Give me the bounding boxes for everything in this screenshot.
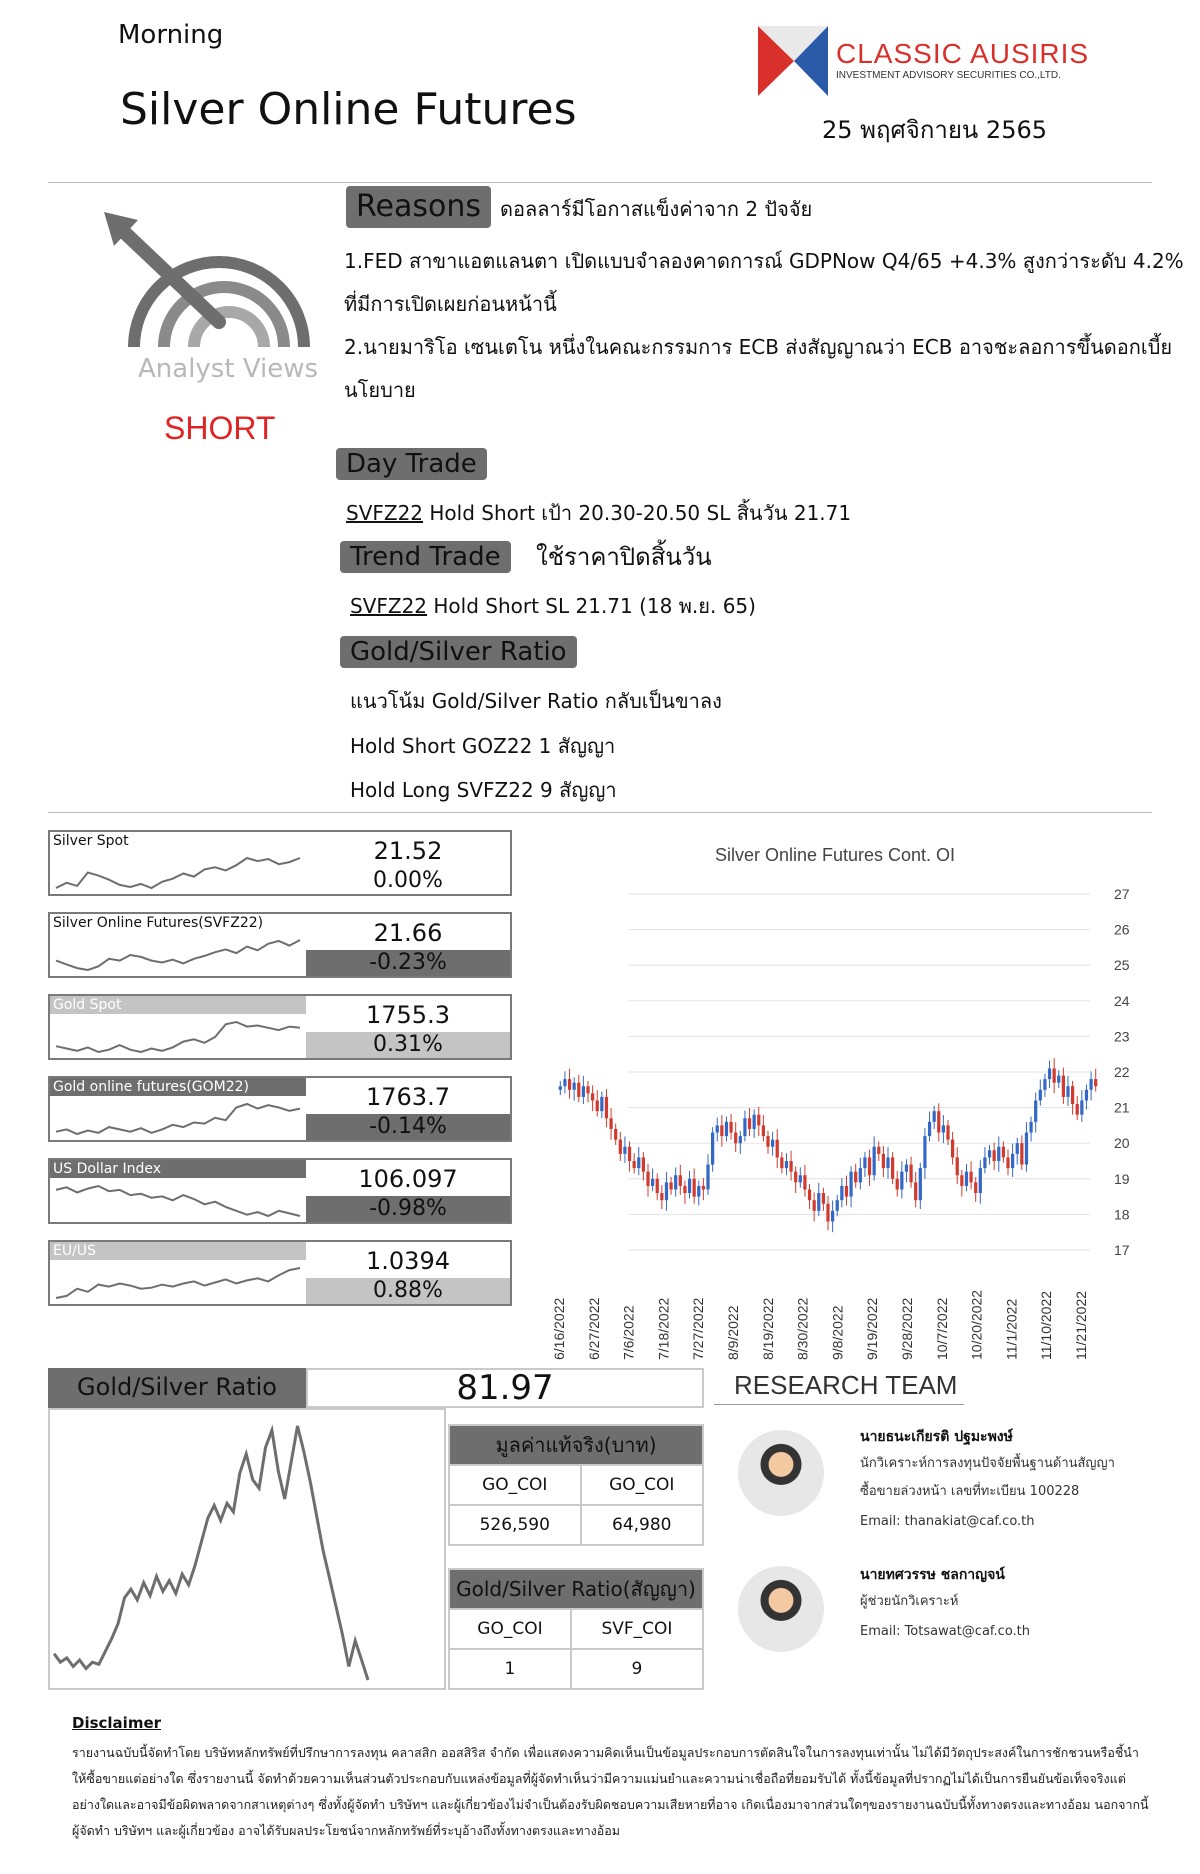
gold-silver-ratio-line-chart: [48, 1408, 446, 1690]
analyst-1-role: นักวิเคราะห์การลงทุนปัจจัยพื้นฐานด้านสัญญา: [860, 1456, 1115, 1471]
stance-label: SHORT: [164, 410, 276, 446]
x-tick-label: 10/20/2022: [968, 1289, 985, 1360]
analyst-2-name: นายทศวรรษ ชลกาญจน์: [860, 1567, 1005, 1583]
quote-name: Silver Online Futures(SVFZ22): [53, 915, 264, 931]
ratio-table-cell: 9: [571, 1649, 703, 1689]
candle-body: [586, 1086, 589, 1093]
candle-body: [716, 1125, 719, 1132]
candle-body: [1016, 1143, 1019, 1154]
candle-body: [1057, 1076, 1060, 1083]
candle-body: [859, 1168, 862, 1182]
y-tick-label: 25: [1114, 957, 1130, 974]
value-table-header: GO_COI: [449, 1465, 581, 1505]
candle-body: [1002, 1147, 1005, 1158]
y-tick-label: 23: [1114, 1028, 1130, 1045]
candle-body: [900, 1172, 903, 1190]
candle-body: [734, 1133, 737, 1144]
quote-change: -0.23%: [306, 950, 510, 976]
candle-body: [813, 1200, 816, 1211]
candle-body: [845, 1186, 848, 1197]
candle-body: [896, 1179, 899, 1190]
ratio-table-title: Gold/Silver Ratio(สัญญา): [449, 1569, 703, 1609]
header-divider: [48, 182, 1152, 183]
report-date: 25 พฤศจิกายน 2565: [822, 116, 1047, 144]
sparkline-path: [56, 1268, 300, 1298]
candle-body: [993, 1150, 996, 1161]
company-tagline: INVESTMENT ADVISORY SECURITIES CO.,LTD.: [836, 70, 1061, 81]
quote-change: -0.14%: [306, 1114, 510, 1140]
reason-2-line-1: 2.นายมาริโอ เซนเตโน หนึ่งในคณะกรรมการ ECB ส่งสัญญาณว่า ECB อาจชะลอการขึ้นดอกเบี้ย: [344, 335, 1173, 359]
target-dart-icon: [94, 212, 314, 352]
quote-sparkline: [54, 1098, 304, 1138]
company-name: CLASSIC AUSIRIS: [836, 38, 1090, 69]
candle-body: [1053, 1068, 1056, 1082]
candle-body: [1089, 1079, 1092, 1090]
trend-trade-symbol[interactable]: SVFZ22: [350, 594, 428, 618]
candle-body: [923, 1136, 926, 1168]
sparkline-path: [56, 1104, 300, 1134]
trend-trade-heading: Trend Trade: [340, 541, 511, 573]
candle-body: [609, 1118, 612, 1129]
y-tick-label: 22: [1114, 1064, 1130, 1080]
candle-body: [651, 1179, 654, 1186]
candle-body: [882, 1154, 885, 1168]
candle-body: [854, 1172, 857, 1183]
candle-body: [909, 1165, 912, 1183]
quote-sparkline: [54, 1016, 304, 1056]
quote-tile: [48, 994, 512, 1060]
y-tick-label: 17: [1114, 1242, 1130, 1258]
report-edition: Morning: [118, 20, 224, 50]
value-table-cell: 526,590: [449, 1505, 581, 1545]
candle-body: [886, 1157, 889, 1168]
candle-body: [868, 1157, 871, 1175]
quote-value: 1.0394: [366, 1247, 450, 1275]
candle-body: [826, 1204, 829, 1222]
candle-body: [997, 1147, 1000, 1161]
ratio-table-cell: 1: [449, 1649, 571, 1689]
analyst-2-email[interactable]: Email: Totsawat@caf.co.th: [860, 1624, 1031, 1639]
quote-value: 21.52: [373, 837, 443, 865]
y-tick-label: 26: [1114, 921, 1130, 938]
candle-body: [1043, 1079, 1046, 1090]
quote-sparkline: [54, 1180, 304, 1220]
analyst-1-email[interactable]: Email: thanakiat@caf.co.th: [860, 1514, 1035, 1529]
candle-body: [817, 1193, 820, 1211]
sparkline-path: [56, 940, 300, 970]
candle-body: [757, 1115, 760, 1126]
candle-body: [836, 1200, 839, 1211]
candle-body: [1029, 1122, 1032, 1133]
candle-body: [743, 1118, 746, 1136]
sparkline-path: [56, 1186, 300, 1216]
x-tick-label: 9/8/2022: [829, 1305, 846, 1360]
candle-body: [1062, 1076, 1065, 1097]
analyst-views-label: Analyst Views: [138, 354, 319, 384]
candle-body: [951, 1140, 954, 1158]
day-trade-line: [346, 492, 851, 534]
candle-body: [693, 1179, 696, 1197]
quote-tile: [48, 912, 512, 978]
x-tick-label: 11/21/2022: [1073, 1290, 1089, 1360]
candle-body: [656, 1179, 659, 1193]
candle-body: [725, 1122, 728, 1136]
value-table-cell: 64,980: [581, 1505, 704, 1545]
candle-body: [928, 1122, 931, 1136]
silver-futures-candlestick-chart: [530, 880, 1150, 1360]
ratio-table-header: GO_COI: [449, 1609, 571, 1649]
quote-tile: [48, 1158, 512, 1224]
candle-body: [688, 1179, 691, 1193]
ratio-series-line: [54, 1426, 368, 1680]
candle-body: [863, 1157, 866, 1168]
candle-body: [646, 1172, 649, 1186]
candle-body: [600, 1097, 603, 1111]
chart-title: Silver Online Futures Cont. OI: [714, 845, 956, 865]
x-tick-label: 11/10/2022: [1038, 1290, 1055, 1360]
candle-body: [933, 1111, 936, 1122]
candle-body: [780, 1157, 783, 1168]
candle-body: [1071, 1086, 1074, 1104]
day-trade-symbol[interactable]: SVFZ22: [346, 501, 424, 525]
analyst-1-license: ซื้อขายล่วงหน้า เลขที่ทะเบียน 100228: [860, 1484, 1080, 1499]
candle-body: [674, 1175, 677, 1189]
candle-body: [965, 1172, 968, 1186]
candle-body: [568, 1079, 571, 1090]
report-title: Silver Online Futures: [120, 84, 577, 135]
candle-body: [1048, 1068, 1051, 1079]
candle-body: [1039, 1090, 1042, 1101]
candle-body: [1025, 1133, 1028, 1165]
quote-change: 0.31%: [306, 1032, 510, 1058]
company-logo-icon: [758, 26, 828, 96]
candle-body: [623, 1147, 626, 1154]
candle-body: [914, 1182, 917, 1200]
candle-body: [762, 1125, 765, 1136]
sparkline-path: [56, 1022, 300, 1052]
candle-body: [753, 1115, 756, 1129]
candle-body: [771, 1140, 774, 1147]
candle-body: [1011, 1154, 1014, 1168]
analyst-2-photo: [738, 1566, 824, 1652]
candle-body: [1006, 1157, 1009, 1168]
candle-body: [905, 1165, 908, 1172]
candle-body: [711, 1133, 714, 1165]
quote-value: 1763.7: [366, 1083, 450, 1111]
candle-body: [789, 1161, 792, 1172]
candle-body: [983, 1157, 986, 1168]
x-tick-label: 7/6/2022: [620, 1305, 637, 1360]
candle-body: [679, 1175, 682, 1186]
candle-body: [776, 1140, 779, 1158]
quote-sparkline: [54, 934, 304, 974]
research-team-title: RESEARCH TEAM: [734, 1370, 958, 1400]
trend-trade-line: [350, 585, 756, 627]
ratio-trend-line: แนวโน้ม Gold/Silver Ratio กลับเป็นขาลง: [350, 689, 722, 713]
quote-value: 1755.3: [366, 1001, 450, 1029]
candle-body: [628, 1147, 631, 1161]
ratio-contract-table: [448, 1568, 704, 1690]
candle-body: [720, 1125, 723, 1136]
x-tick-label: 10/7/2022: [933, 1297, 950, 1360]
candle-body: [642, 1157, 645, 1171]
quote-value: 106.097: [358, 1165, 458, 1193]
candle-body: [619, 1140, 622, 1154]
quote-name: Gold online futures(GOM22): [50, 1078, 306, 1096]
reason-2-line-2: นโยบาย: [344, 378, 416, 402]
candle-body: [840, 1186, 843, 1200]
candle-body: [665, 1182, 668, 1200]
disclaimer-title: Disclaimer: [72, 1714, 162, 1732]
candle-body: [919, 1168, 922, 1200]
quote-change: -0.98%: [306, 1196, 510, 1222]
ratio-box-value: 81.97: [306, 1368, 704, 1408]
candle-body: [877, 1147, 880, 1154]
candle-body: [766, 1136, 769, 1147]
y-tick-label: 27: [1114, 886, 1130, 902]
candle-body: [573, 1083, 576, 1090]
y-tick-label: 24: [1114, 992, 1130, 1009]
intrinsic-value-table: [448, 1424, 704, 1546]
quote-change: 0.88%: [306, 1278, 510, 1304]
candle-body: [702, 1186, 705, 1190]
candle-body: [785, 1161, 788, 1168]
candle-body: [808, 1189, 811, 1200]
candle-body: [669, 1182, 672, 1189]
candle-body: [794, 1172, 797, 1183]
candle-body: [637, 1157, 640, 1168]
candle-body: [1076, 1104, 1079, 1115]
x-tick-label: 6/27/2022: [585, 1297, 602, 1360]
candle-body: [706, 1165, 709, 1190]
x-tick-label: 8/30/2022: [794, 1297, 811, 1360]
candle-body: [605, 1097, 608, 1118]
analyst-1-name: นายธนะเกียรติ ปฐมะพงษ์: [860, 1429, 1013, 1445]
day-trade-text: Hold Short เป้า 20.30-20.50 SL สิ้นวัน 21.71: [429, 501, 852, 525]
analyst-1-photo: [738, 1430, 824, 1516]
candle-body: [559, 1086, 562, 1090]
candle-body: [1085, 1090, 1088, 1101]
quote-change: 0.00%: [373, 868, 443, 893]
candle-body: [683, 1186, 686, 1193]
candle-body: [799, 1175, 802, 1182]
candle-body: [697, 1186, 700, 1197]
x-tick-label: 8/9/2022: [725, 1305, 741, 1360]
x-tick-label: 8/19/2022: [759, 1297, 776, 1360]
candle-body: [596, 1100, 599, 1111]
candle-body: [1094, 1079, 1097, 1086]
gold-silver-ratio-heading: Gold/Silver Ratio: [340, 636, 577, 668]
candle-body: [1066, 1086, 1069, 1097]
candle-body: [748, 1118, 751, 1129]
candle-body: [1020, 1143, 1023, 1164]
y-tick-label: 20: [1114, 1135, 1130, 1152]
ratio-table-header: SVF_COI: [571, 1609, 703, 1649]
y-tick-label: 21: [1114, 1099, 1130, 1116]
candle-body: [729, 1122, 732, 1133]
candle-body: [831, 1211, 834, 1222]
candle-body: [988, 1150, 991, 1157]
ratio-short-line: Hold Short GOZ22 1 สัญญา: [350, 734, 616, 758]
research-team-underline: [714, 1404, 964, 1405]
candle-body: [849, 1172, 852, 1197]
candle-body: [1080, 1100, 1083, 1114]
x-tick-label: 9/28/2022: [899, 1297, 915, 1360]
x-tick-label: 9/19/2022: [864, 1297, 881, 1360]
ratio-long-line: Hold Long SVFZ22 9 สัญญา: [350, 778, 617, 802]
candle-body: [946, 1125, 949, 1139]
candle-body: [739, 1136, 742, 1143]
reasons-heading: Reasons: [346, 186, 491, 228]
disclaimer-body: รายงานฉบับนี้จัดทำโดย บริษัทหลักทรัพย์ที่ปรึกษาการลงทุน คลาสสิก ออสสิริส จำกัด เพื่อแสดงความคิดเห็นเป็นข้อมูลประกอบการตัดสินใจในการลงทุนเท่านั้น ไม่ได้มีวัตถุประสงค์ในการชักชวนหรือชี้นำให้ซื้อขายแต่อย่างใด ซึ่งรายงานนี้ จัดทำด้วยความเห็นส่วนตัวประกอบกับแหล่งข้อมูลที่ผู้จัดทำเห็นว่ามีความแม่นยำและความน่าเชื่อถือที่ยอมรับได้ ทั้งนี้ข้อมูลที่ปรากฏไม่ได้เป็นการยืนยันข้อเท็จจริงแต่อย่างใดและอาจมีข้อผิดพลาดจากสาเหตุต่างๆ ซึ่งทั้งผู้จัดทำ บริษัทฯ และผู้เกี่ยวข้องไม่จำเป็นต้องรับผิดชอบความเสียหายที่อาจ เกิดเนื่องมาจากส่วนใดๆของรายงานฉบับนี้ทั้งทางตรงและทางอ้อม นอกจากนี้ผู้จัดทำ บริษัทฯ และผู้เกี่ยวข้อง อาจได้รับผลประโยชน์จากหลักทรัพย์ที่ระบุอ้างถึงทั้งทางตรงและทางอ้อม: [72, 1745, 1149, 1838]
x-tick-label: 6/16/2022: [551, 1297, 567, 1360]
trend-trade-text: Hold Short SL 21.71 (18 พ.ย. 65): [433, 594, 756, 618]
quote-sparkline: [54, 1262, 304, 1302]
quote-name: US Dollar Index: [50, 1160, 306, 1178]
ratio-box-label: Gold/Silver Ratio: [48, 1368, 306, 1408]
candle-body: [979, 1168, 982, 1193]
candle-body: [937, 1111, 940, 1132]
analyst-2-role: ผู้ช่วยนักวิเคราะห์: [860, 1594, 959, 1609]
candle-body: [577, 1083, 580, 1097]
candle-body: [582, 1086, 585, 1097]
candle-body: [873, 1147, 876, 1175]
candle-body: [563, 1079, 566, 1086]
quote-name: Silver Spot: [53, 833, 129, 849]
x-tick-label: 7/27/2022: [690, 1297, 707, 1360]
quote-name: Gold Spot: [50, 996, 306, 1014]
candle-body: [633, 1161, 636, 1168]
candle-body: [1034, 1100, 1037, 1121]
candle-body: [660, 1193, 663, 1200]
candle-body: [614, 1129, 617, 1140]
reason-1-line-2: ที่มีการเปิดเผยก่อนหน้านี้: [344, 292, 557, 316]
value-table-header: GO_COI: [581, 1465, 704, 1505]
candle-body: [591, 1093, 594, 1100]
quote-tile: [48, 1240, 512, 1306]
y-tick-label: 19: [1114, 1170, 1130, 1187]
candle-body: [942, 1125, 945, 1132]
candle-body: [956, 1157, 959, 1175]
x-tick-label: 11/1/2022: [1003, 1298, 1020, 1360]
reason-1-line-1: 1.FED สาขาแอตแลนตา เปิดแบบจำลองคาดการณ์ GDPNow Q4/65 +4.3% สูงกว่าระดับ 4.2%: [344, 249, 1184, 273]
quote-value: 21.66: [373, 919, 443, 947]
quote-tile: [48, 1076, 512, 1142]
y-tick-label: 18: [1114, 1206, 1130, 1223]
value-table-title: มูลค่าแท้จริง(บาท): [449, 1425, 703, 1465]
candle-body: [891, 1157, 894, 1178]
candle-body: [969, 1172, 972, 1183]
day-trade-heading: Day Trade: [336, 448, 487, 480]
trend-trade-note: ใช้ราคาปิดสิ้นวัน: [536, 543, 712, 571]
candle-body: [822, 1193, 825, 1204]
reasons-intro: ดอลลาร์มีโอกาสแข็งค่าจาก 2 ปัจจัย: [500, 197, 813, 221]
section-divider: [48, 812, 1152, 813]
quote-name: EU/US: [50, 1242, 306, 1260]
x-tick-label: 7/18/2022: [655, 1297, 672, 1360]
candle-body: [974, 1182, 977, 1193]
candle-body: [960, 1175, 963, 1186]
candle-body: [803, 1175, 806, 1189]
